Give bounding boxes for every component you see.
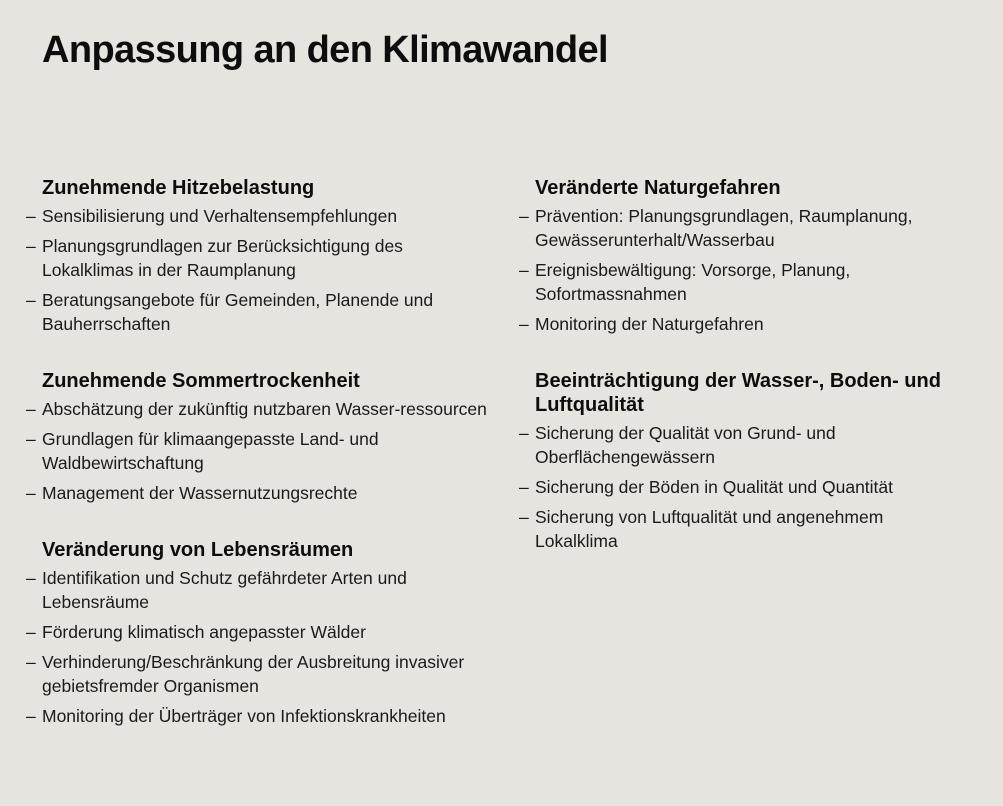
list-item	[26, 650, 496, 698]
dash-bullet: –	[26, 206, 36, 226]
section-heading: Zunehmende Sommertrockenheit	[42, 370, 360, 392]
list-item-text: Ereignisbewältigung: Vorsorge, Planung, Sofortmassnahmen	[535, 260, 851, 304]
left-column	[26, 176, 496, 761]
list-item	[26, 234, 496, 282]
dash-bullet: –	[26, 652, 36, 672]
list-item-text: Sicherung von Luftqualität und angenehmem Lokalklima	[535, 507, 884, 551]
bullet-list	[519, 421, 969, 553]
list-item	[26, 397, 496, 421]
dash-bullet: –	[26, 622, 36, 642]
list-item	[519, 475, 969, 499]
list-item	[519, 505, 969, 553]
list-item-text: Monitoring der Naturgefahren	[535, 314, 764, 334]
list-item-text: Identifikation und Schutz gefährdeter Arten und Lebensräume	[42, 568, 407, 612]
dash-bullet: –	[26, 483, 36, 503]
section-heading: Veränderte Naturgefahren	[535, 177, 781, 199]
list-item-text: Prävention: Planungsgrundlagen, Raumplanung, Gewässerunterhalt/Wasserbau	[535, 206, 913, 250]
dash-bullet: –	[519, 477, 529, 497]
section-hitzebelastung	[26, 176, 496, 336]
list-item-text: Verhinderung/Beschränkung der Ausbreitung invasiver gebietsfremder Organismen	[42, 652, 465, 696]
list-item	[26, 427, 496, 475]
list-item	[26, 288, 496, 336]
dash-bullet: –	[26, 429, 36, 449]
dash-bullet: –	[519, 206, 529, 226]
section-sommertrockenheit	[26, 369, 496, 505]
list-item-text: Sensibilisierung und Verhaltensempfehlungen	[42, 206, 398, 226]
bullet-list	[26, 204, 496, 336]
list-item	[26, 620, 496, 644]
bullet-list	[26, 397, 496, 505]
list-item-text: Grundlagen für klimaangepasste Land- und Waldbewirtschaftung	[42, 429, 379, 473]
list-item	[26, 566, 496, 614]
section-lebensraeume	[26, 538, 496, 728]
list-item-text: Sicherung der Böden in Qualität und Quantität	[535, 477, 894, 497]
section-qualitaet	[519, 369, 969, 553]
list-item-text: Beratungsangebote für Gemeinden, Planende und Bauherrschaften	[42, 290, 434, 334]
dash-bullet: –	[519, 423, 529, 443]
bullet-list	[26, 566, 496, 728]
list-item	[519, 258, 969, 306]
list-item-text: Planungsgrundlagen zur Berücksichtigung des Lokalklimas in der Raumplanung	[42, 236, 403, 280]
bullet-list	[519, 204, 969, 336]
section-heading: Zunehmende Hitzebelastung	[42, 177, 315, 199]
dash-bullet: –	[519, 507, 529, 527]
dash-bullet: –	[519, 314, 529, 334]
dash-bullet: –	[26, 568, 36, 588]
list-item	[519, 312, 969, 336]
dash-bullet: –	[26, 290, 36, 310]
page-title: Anpassung an den Klimawandel	[42, 29, 608, 71]
dash-bullet: –	[26, 706, 36, 726]
dash-bullet: –	[26, 236, 36, 256]
list-item-text: Abschätzung der zukünftig nutzbaren Wasser-ressourcen	[42, 399, 487, 419]
dash-bullet: –	[26, 399, 36, 419]
list-item-text: Monitoring der Überträger von Infektionskrankheiten	[42, 706, 446, 726]
list-item-text: Management der Wassernutzungsrechte	[42, 483, 358, 503]
list-item-text: Förderung klimatisch angepasster Wälder	[42, 622, 366, 642]
list-item-text: Sicherung der Qualität von Grund- und Oberflächengewässern	[535, 423, 836, 467]
section-heading: Beeinträchtigung der Wasser-, Boden- und Luftqualität	[535, 370, 941, 416]
list-item	[26, 204, 496, 228]
section-heading: Veränderung von Lebensräumen	[42, 539, 354, 561]
list-item	[519, 421, 969, 469]
dash-bullet: –	[519, 260, 529, 280]
list-item	[26, 481, 496, 505]
right-column	[519, 176, 969, 586]
section-naturgefahren	[519, 176, 969, 336]
list-item	[26, 704, 496, 728]
list-item	[519, 204, 969, 252]
